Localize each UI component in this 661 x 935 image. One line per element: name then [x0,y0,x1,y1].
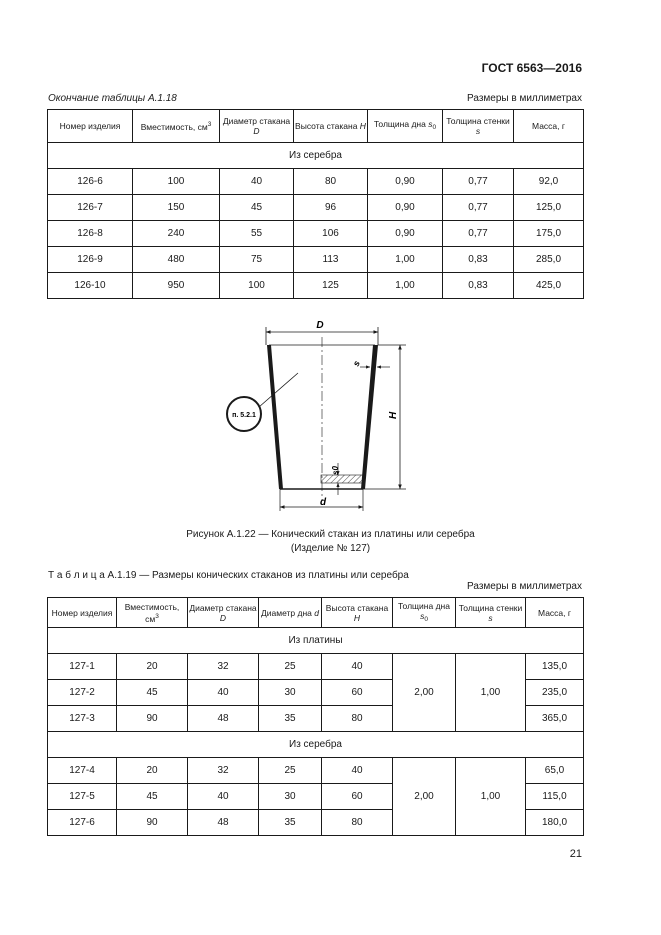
table2-header-row [48,598,584,628]
column-header [393,598,456,628]
column-header-suffix: 3 [207,121,212,128]
column-header-var: D [219,612,227,623]
section-label: Из серебра [48,732,584,758]
column-header-var: s [428,119,433,129]
table-cell: 235,0 [526,680,584,706]
table-cell: 30 [259,784,322,810]
table-cell: 35 [259,810,322,836]
column-header-text: Диаметр стакана [189,602,257,613]
table-cell: 60 [322,680,393,706]
column-header [259,598,322,628]
table-cell: 96 [294,195,368,221]
table2 [47,597,584,836]
table-cell: 126-9 [48,247,133,273]
document-id: ГОСТ 6563—2016 [481,61,582,75]
table1-caption: Окончание таблицы А.1.18 [48,93,177,104]
table-cell: 60 [322,784,393,810]
table-cell: 80 [322,810,393,836]
section-row [48,628,584,654]
table-cell: 240 [133,221,220,247]
section-row [48,732,584,758]
table-cell: 25 [259,654,322,680]
column-header-text: Масса, г [532,121,565,131]
table-cell: 1,00 [368,273,443,299]
section-row [48,143,584,169]
table-cell: 40 [322,654,393,680]
column-header-text: Диаметр дна [261,607,315,618]
table-cell: 113 [294,247,368,273]
column-header-var: d [314,607,319,618]
column-header-text: Высота стакана [325,602,389,613]
table-cell-s: 1,00 [456,758,526,836]
table-row [48,221,584,247]
table-cell: 92,0 [514,169,584,195]
table-cell: 0,90 [368,195,443,221]
table-cell: 285,0 [514,247,584,273]
column-header-text: Диаметр стакана [222,116,291,126]
figure-caption-line1: Рисунок А.1.22 — Конический стакан из платины или серебра [186,529,475,540]
table-row [48,758,584,784]
table-cell: 65,0 [526,758,584,784]
table-cell: 55 [220,221,294,247]
table-cell: 0,90 [368,169,443,195]
table-cell: 40 [220,169,294,195]
table-cell: 20 [117,758,188,784]
table2-units: Размеры в миллиметрах [467,581,582,592]
table-cell: 0,83 [443,273,514,299]
column-header-var: H [353,612,361,623]
label-d: d [320,497,327,508]
table-cell: 127-1 [48,654,117,680]
column-header-suffix: 0 [432,124,437,131]
label-s: s [350,359,362,368]
table-cell: 90 [117,810,188,836]
column-header-text: Номер изделия [51,607,113,618]
column-header-var: s [420,610,425,621]
table-cell: 32 [188,654,259,680]
table-cell: 40 [188,784,259,810]
table-cell: 126-6 [48,169,133,195]
column-header [188,598,259,628]
table-cell: 0,83 [443,247,514,273]
section-label: Из серебра [48,143,584,169]
table-row [48,273,584,299]
column-header-var: s [475,126,481,136]
table-cell: 100 [220,273,294,299]
table-cell: 127-5 [48,784,117,810]
column-header [48,598,117,628]
table-cell: 127-4 [48,758,117,784]
table-cell-s0: 2,00 [393,758,456,836]
column-header [368,110,443,143]
table-cell: 80 [322,706,393,732]
table1 [47,109,584,299]
table-row [48,195,584,221]
column-header [133,110,220,143]
table1-header-row [48,110,584,143]
table-cell: 127-3 [48,706,117,732]
column-header-var: H [359,121,366,131]
callout-marker [227,373,298,431]
table-cell: 20 [117,654,188,680]
column-header-var: D [253,126,260,136]
table-cell: 126-10 [48,273,133,299]
label-H: H [388,411,399,419]
table-cell: 175,0 [514,221,584,247]
table-cell: 0,77 [443,169,514,195]
dimension-s [351,359,390,368]
dimension-d [280,489,363,511]
column-header-text: Толщина стенки [446,116,510,126]
table-row [48,169,584,195]
table-cell: 90 [117,706,188,732]
table-cell: 45 [220,195,294,221]
table-cell: 35 [259,706,322,732]
table-cell: 950 [133,273,220,299]
table-cell: 75 [220,247,294,273]
bottom-hatch [321,475,363,483]
label-s0: s0 [331,466,340,475]
column-header [443,110,514,143]
table-cell: 40 [322,758,393,784]
column-header [526,598,584,628]
table-cell: 45 [117,680,188,706]
table-cell: 30 [259,680,322,706]
table-cell: 126-8 [48,221,133,247]
column-header-suffix: 0 [424,615,428,623]
column-header [294,110,368,143]
column-header-text: Вместимость, см [124,601,180,624]
table-cell: 365,0 [526,706,584,732]
page-number: 21 [569,848,582,860]
conical-beaker-drawing [210,315,440,515]
table-cell-s: 1,00 [456,654,526,732]
table-cell: 100 [133,169,220,195]
table-cell: 115,0 [526,784,584,810]
column-header-text: Толщина дна [398,600,450,611]
table-cell: 106 [294,221,368,247]
table-cell: 32 [188,758,259,784]
column-header [117,598,188,628]
table-cell: 0,77 [443,221,514,247]
table-cell: 25 [259,758,322,784]
column-header [322,598,393,628]
figure-caption-line2: (Изделие № 127) [290,543,371,554]
column-header-text: Номер изделия [59,121,121,131]
table-cell: 425,0 [514,273,584,299]
column-header-var: s [488,612,493,623]
table-cell-s0: 2,00 [393,654,456,732]
column-header-text: Толщина стенки [458,602,523,613]
table-cell: 180,0 [526,810,584,836]
table-cell: 80 [294,169,368,195]
column-header-text: Толщина дна [373,119,429,129]
table-row [48,654,584,680]
table-cell: 48 [188,810,259,836]
table-cell: 127-2 [48,680,117,706]
table-cell: 480 [133,247,220,273]
figure-caption [0,528,661,556]
section-label: Из платины [48,628,584,654]
table1-units: Размеры в миллиметрах [467,93,582,104]
table-cell: 127-6 [48,810,117,836]
column-header-suffix: 3 [155,612,159,620]
column-header-text: Масса, г [538,607,571,618]
table-cell: 125 [294,273,368,299]
column-header [220,110,294,143]
table-cell: 135,0 [526,654,584,680]
table-cell: 45 [117,784,188,810]
table-cell: 150 [133,195,220,221]
column-header-text: Высота стакана [295,121,360,131]
table2-caption: Т а б л и ц а А.1.19 — Размеры конических стаканов из платины или серебра [48,570,409,581]
table-cell: 126-7 [48,195,133,221]
table-cell: 1,00 [368,247,443,273]
column-header [514,110,584,143]
column-header [48,110,133,143]
column-header [456,598,526,628]
table-cell: 48 [188,706,259,732]
table-row [48,247,584,273]
table-cell: 125,0 [514,195,584,221]
table-cell: 0,90 [368,221,443,247]
table-cell: 0,77 [443,195,514,221]
table-cell: 40 [188,680,259,706]
column-header-text: Вместимость, см [140,122,208,132]
callout-label: п. 5.2.1 [232,412,256,419]
label-D: D [316,320,324,331]
